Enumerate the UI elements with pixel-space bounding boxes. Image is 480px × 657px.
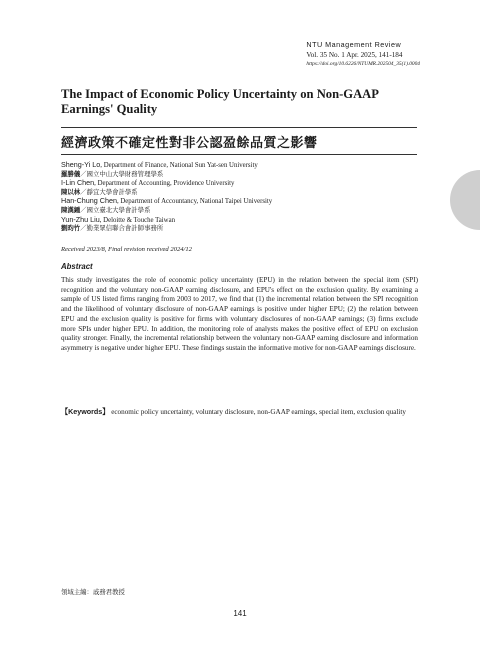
- author-entry: [61, 179, 421, 197]
- abstract-body: This study investigates the role of economic policy uncertainty (EPU) in the relation between the special item (SPI) recognition and the voluntary non-GAAP earning disclosure, and EPU's effect on the exclusion quality. By examining a sample of US listed firms ranging from 2003 to 2017, we find that (1) the incremental relation between the SPI recognition and the likelihood of voluntary disclosure of non-GAAP earnings is positive under higher EPU; (2) the relation between EPU and the exclusion quality is positive for firms with voluntary disclosures of non-GAAP earnings; (3) firms exclude more SPIs under higher EPU. In addition, the monitoring role of analysts makes the positive effect of EPU on exclusion quality stronger. Finally, the incremental relationship between the voluntary non-GAAP earning disclosure and information asymmetry is negative under higher EPU. These findings sustain the informative motive for non-GAAP earnings disclosure.: [61, 276, 418, 352]
- keywords-block: [61, 408, 418, 418]
- received-dates: Received 2023/8, Final revision received 2024/12: [61, 246, 192, 253]
- doi-link[interactable]: https://doi.org/10.6226/NTUMR.202504_35(1).0004: [306, 61, 420, 67]
- author-affiliation-zh: ／國立中山大學財務管理學系: [80, 170, 164, 178]
- author-name: Yun-Zhu Liu: [61, 214, 100, 224]
- abstract-heading: Abstract: [61, 262, 93, 271]
- author-entry: [61, 161, 421, 179]
- author-name: Sheng-Yi Lo: [61, 160, 101, 169]
- title-english: The Impact of Economic Policy Uncertainty on Non-GAAP Earnings' Quality: [61, 87, 379, 116]
- chapter-tab-marker: [450, 170, 480, 230]
- author-affiliation-zh: ／勤業眾信聯合會計師事務所: [80, 225, 164, 233]
- area-editor-note: 領域主編：戚務君教授: [61, 589, 125, 596]
- author-affiliation-zh: ／靜宜大學會計學系: [80, 188, 138, 196]
- author-name-zh: 陳漢鍾: [61, 206, 81, 214]
- author-name: I-Lin Chen: [61, 178, 95, 188]
- journal-name: NTU Management Review: [306, 40, 402, 49]
- keywords-list: economic policy uncertainty, voluntary disclosure, non-GAAP earnings, special item, exclusion quality: [111, 408, 406, 416]
- author-affiliation: , Department of Accounting, Providence University: [94, 180, 235, 188]
- title-divider: [61, 127, 417, 128]
- volume-info: Vol. 35 No. 1 Apr. 2025, 141-184: [306, 51, 403, 59]
- author-affiliation: , Department of Finance, National Sun Yat-sen University: [100, 162, 258, 169]
- author-name-zh: 羅勝儀: [61, 170, 81, 178]
- author-name-zh: 劉昀竹: [61, 225, 81, 233]
- page-number: 141: [233, 609, 247, 618]
- journal-header: [306, 40, 420, 67]
- title-chinese: 經濟政策不確定性對非公認盈餘品質之影響: [61, 135, 318, 150]
- author-affiliation-zh: ／國立臺北大學會計學系: [80, 206, 151, 214]
- keywords-label: 【Keywords】: [61, 408, 110, 416]
- author-entry: [61, 216, 421, 234]
- author-entry: [61, 197, 421, 215]
- author-list: [61, 161, 421, 234]
- title-divider-lower: [61, 154, 417, 155]
- author-name-zh: 陳以林: [61, 188, 81, 196]
- author-affiliation: , Deloitte & Touche Taiwan: [99, 216, 176, 224]
- author-name: Han-Chung Chen: [61, 196, 117, 206]
- author-affiliation: , Department of Accountancy, National Taipei University: [116, 198, 273, 206]
